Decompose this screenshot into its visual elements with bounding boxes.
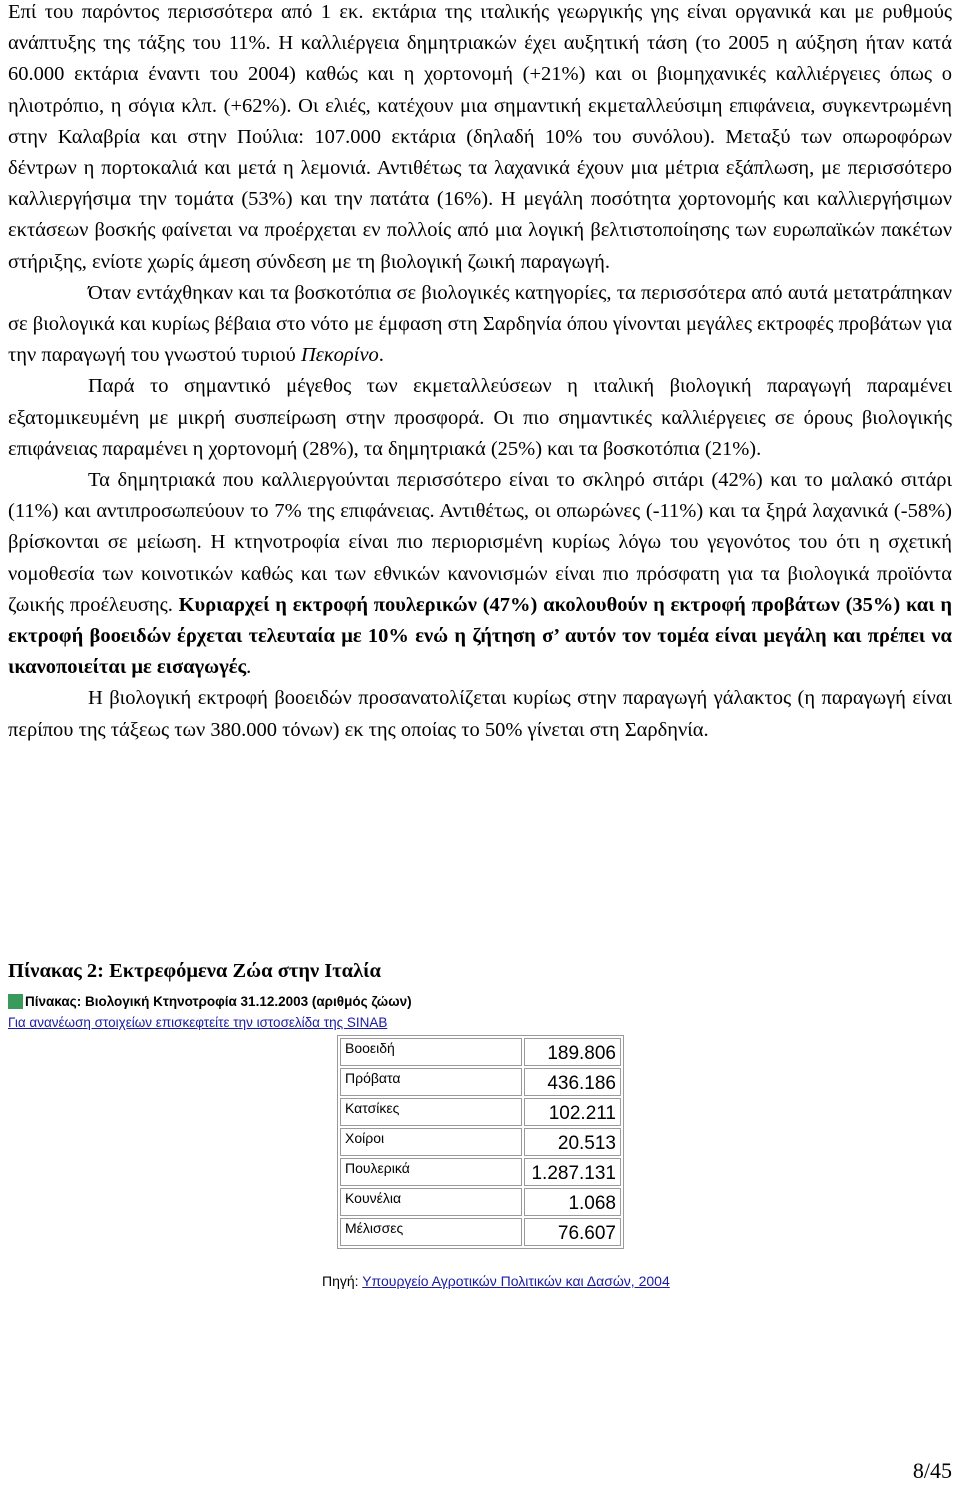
table-heading: Πίνακας 2: Εκτρεφόμενα Ζώα στην Ιταλία <box>8 960 381 982</box>
table-caption-text: Πίνακας: Βιολογική Κτηνοτροφία 31.12.2003 (αριθμός ζώων) <box>25 994 412 1009</box>
pecorino-italic: Πεκορίνο <box>300 344 379 367</box>
paragraph-3: Παρά το σημαντικό μέγεθος των εκμεταλλεύσεων η ιταλική βιολογική παραγωγή παραμένει εξατομικευμένη με μικρή συσπείρωση στην προσφορά. Οι πιο σημαντικές καλλιέργειες σε όρους βιολογικής επιφάνειας παραμένει η χορτονομή (28%), τα δημητριακά (25%) και τα βοσκοτόπια (21%). <box>8 375 952 460</box>
paragraph-4 <box>8 465 952 683</box>
row-value: 1.068 <box>524 1188 621 1216</box>
source-link[interactable]: Υπουργείο Αγροτικών Πολιτικών και Δασών, 2004 <box>362 1273 670 1289</box>
row-value: 1.287.131 <box>524 1158 621 1186</box>
table-row <box>340 1158 621 1186</box>
table-row <box>340 1068 621 1096</box>
row-value: 436.186 <box>524 1068 621 1096</box>
paragraph-2 <box>8 278 952 372</box>
row-value: 189.806 <box>524 1038 621 1066</box>
paragraph-4-bold: Κυριαρχεί η εκτροφή πουλερικών (47%) ακολουθούν η εκτροφή προβάτων (35%) και η εκτροφή βοοειδών έρχεται τελευταία με 10% ενώ η ζήτηση σ’ αυτόν τον τομέα είναι μεγάλη και πρέπει να ικανοποιείται με εισαγωγές <box>8 593 953 679</box>
table-source <box>322 1273 670 1289</box>
row-label: Πουλερικά <box>340 1158 522 1186</box>
table-row <box>340 1098 621 1126</box>
row-value: 76.607 <box>524 1218 621 1246</box>
paragraph-5: Η βιολογική εκτροφή βοοειδών προσανατολίζεται κυρίως στην παραγωγή γάλακτος (η παραγωγή είναι περίπου της τάξεως των 380.000 τόνων) εκ της οποίας το 50% γίνεται στη Σαρδηνία. <box>8 687 952 741</box>
row-value: 20.513 <box>524 1128 621 1156</box>
row-label: Πρόβατα <box>340 1068 522 1096</box>
paragraph-2-text: Όταν εντάχθηκαν και τα βοσκοτόπια σε βιολογικές κατηγορίες, τα περισσότερα από αυτά μετατράπηκαν σε βιολογικά και κυρίως βέβαια στο νότο με έμφαση στη Σαρδηνία όπου γίνονται μεγάλες εκτροφές προβάτων για την παραγωγή του γνωστού τυριού <box>8 281 952 367</box>
row-value: 102.211 <box>524 1098 621 1126</box>
page-number: 8/45 <box>912 1458 952 1483</box>
table-row <box>340 1128 621 1156</box>
paragraph-4-text: Τα δημητριακά που καλλιεργούνται περισσότερο είναι το σκληρό σιτάρι (42%) και το μαλακό σιτάρι (11%) και αντιπροσωπεύουν το 7% της επιφάνειας. Αντιθέτως, οι οπωρώνες (-11%) και τα ξηρά λαχανικά (-58%) βρίσκονται σε μείωση. Η κτηνοτροφία είναι πιο περιορισμένη κυρίως λόγω του γεγονότος του ότι η σχετική νομοθεσία των κοινοτικών καθώς και των εθνικών κανονισμών είναι πιο πρόσφατη για τα βιολογικά προϊόντα ζωικής προέλευσης. <box>8 469 952 616</box>
paragraph-1: Επί του παρόντος περισσότερα από 1 εκ. εκτάρια της ιταλικής γεωργικής γης είναι οργανικά και με ρυθμούς ανάπτυξης της τάξης του 11%. Η καλλιέργεια δημητριακών έχει αυξητική τάση (το 2005 η αύξηση ήταν κατά 60.000 εκτάρια έναντι του 2004) καθώς και η χορτονομή (+21%) και οι βιομηχανικές καλλιέργειες όπως ο ηλιοτρόπιο, η σόγια κλπ. (+62%). Οι ελιές, κατέχουν μια σημαντική εκμεταλλεύσιμη επιφάνεια, συγκεντρωμένη στην Καλαβρία και στην Πούλια: 107.000 εκτάρια (δηλαδή 10% του συνόλου). Μεταξύ των οπωροφόρων δέντρων η πορτοκαλιά και μετά η λεμονιά. Αντιθέτως τα λαχανικά έχουν μια μέτρια εξάπλωση, με περισσότερο καλλιεργήσιμα την τομάτα (53%) και την πατάτα (16%). Η μεγάλη ποσότητα χορτονομής και καλλιεργήσιμων εκτάσεων βοσκής φαίνεται να προέρχεται εν πολλοίς από μια λογική βελτιστοποίησης των ευρωπαϊκών πακέτων στήριξης, ενίοτε χωρίς άμεση σύνδεση με τη βιολογική ζωική παραγωγή. <box>8 1 952 273</box>
table-row <box>340 1038 621 1066</box>
green-square-icon <box>8 994 23 1009</box>
table-row <box>340 1188 621 1216</box>
table-row <box>340 1218 621 1246</box>
row-label: Βοοειδή <box>340 1038 522 1066</box>
livestock-table <box>337 1035 624 1249</box>
paragraph-4-end: . <box>246 656 252 679</box>
row-label: Κουνέλια <box>340 1188 522 1216</box>
paragraph-2-end: . <box>378 344 384 367</box>
row-label: Χοίροι <box>340 1128 522 1156</box>
document-body <box>8 0 952 746</box>
source-label: Πηγή: <box>322 1273 363 1289</box>
row-label: Μέλισσες <box>340 1218 522 1246</box>
sinab-refresh-link[interactable]: Για ανανέωση στοιχείων επισκεφτείτε την ιστοσελίδα της SINAB <box>8 1015 388 1030</box>
row-label: Κατσίκες <box>340 1098 522 1126</box>
table-caption <box>8 994 412 1009</box>
